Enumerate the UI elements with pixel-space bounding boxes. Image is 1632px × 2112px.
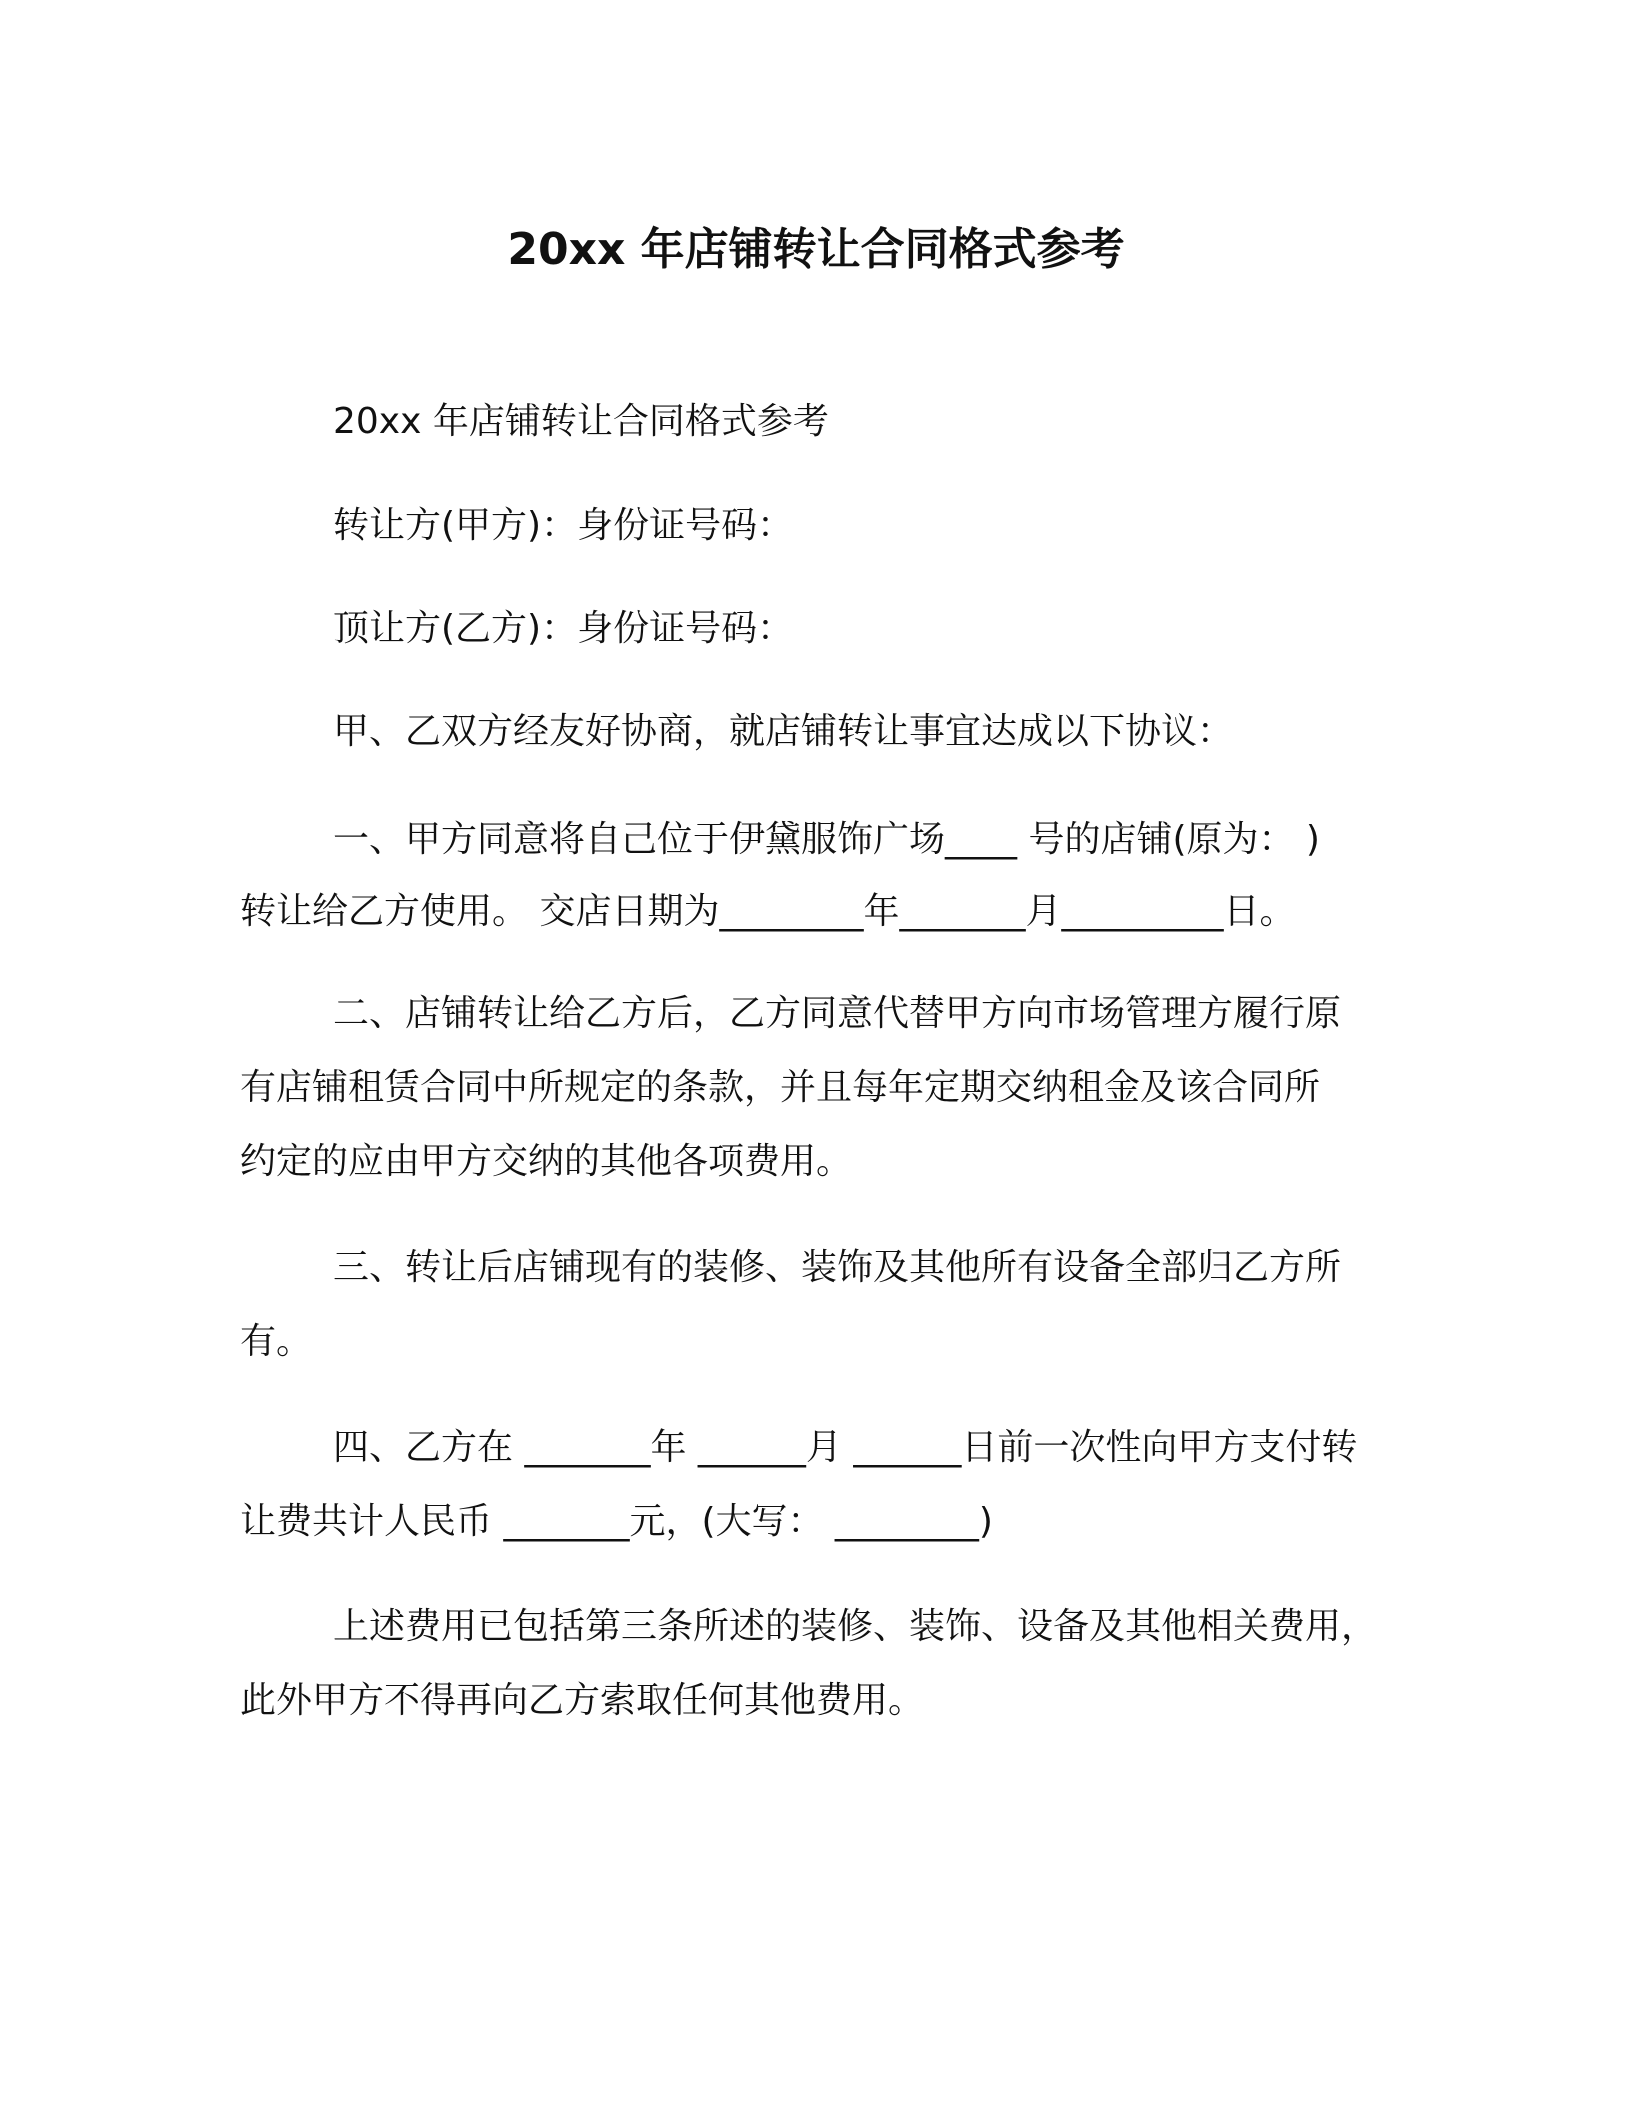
agreement-intro-line: 甲、乙双方经友好协商，就店铺转让事宜达成以下协议： [333,711,1234,752]
clause-3-line-1: 三、转让后店铺现有的装修、装饰及其他所有设备全部归乙方所 [333,1247,1342,1288]
clause-2-line-3: 约定的应由甲方交纳的其他各项费用。 [240,1141,853,1182]
heading-line: 20xx 年店铺转让合同格式参考 [333,401,829,442]
party-b-line: 顶让方(乙方)：身份证号码： [333,608,794,649]
party-a-line: 转让方(甲方)：身份证号码： [333,505,794,546]
document-title: 20xx 年店铺转让合同格式参考 [507,224,1125,275]
clause-4-line-1: 四、乙方在 _______年 ______月 ______日前一次性向甲方支付转 [333,1427,1358,1468]
clause-3-line-2: 有。 [240,1321,313,1362]
clause-1-line-2: 转让给乙方使用。 交店日期为________年_______月_________日。 [240,891,1296,932]
fee-note-line-1: 上述费用已包括第三条所述的装修、装饰、设备及其他相关费用， [333,1606,1378,1647]
clause-1-line-1: 一、甲方同意将自己位于伊黛服饰广场____ 号的店铺(原为： ) [333,819,1320,860]
fee-note-line-2: 此外甲方不得再向乙方索取任何其他费用。 [240,1680,925,1721]
clause-4-line-2: 让费共计人民币 _______元，(大写： ________) [240,1501,993,1542]
clause-2-line-2: 有店铺租赁合同中所规定的条款，并且每年定期交纳租金及该合同所 [240,1067,1321,1108]
clause-2-line-1: 二、店铺转让给乙方后，乙方同意代替甲方向市场管理方履行原 [333,993,1342,1034]
